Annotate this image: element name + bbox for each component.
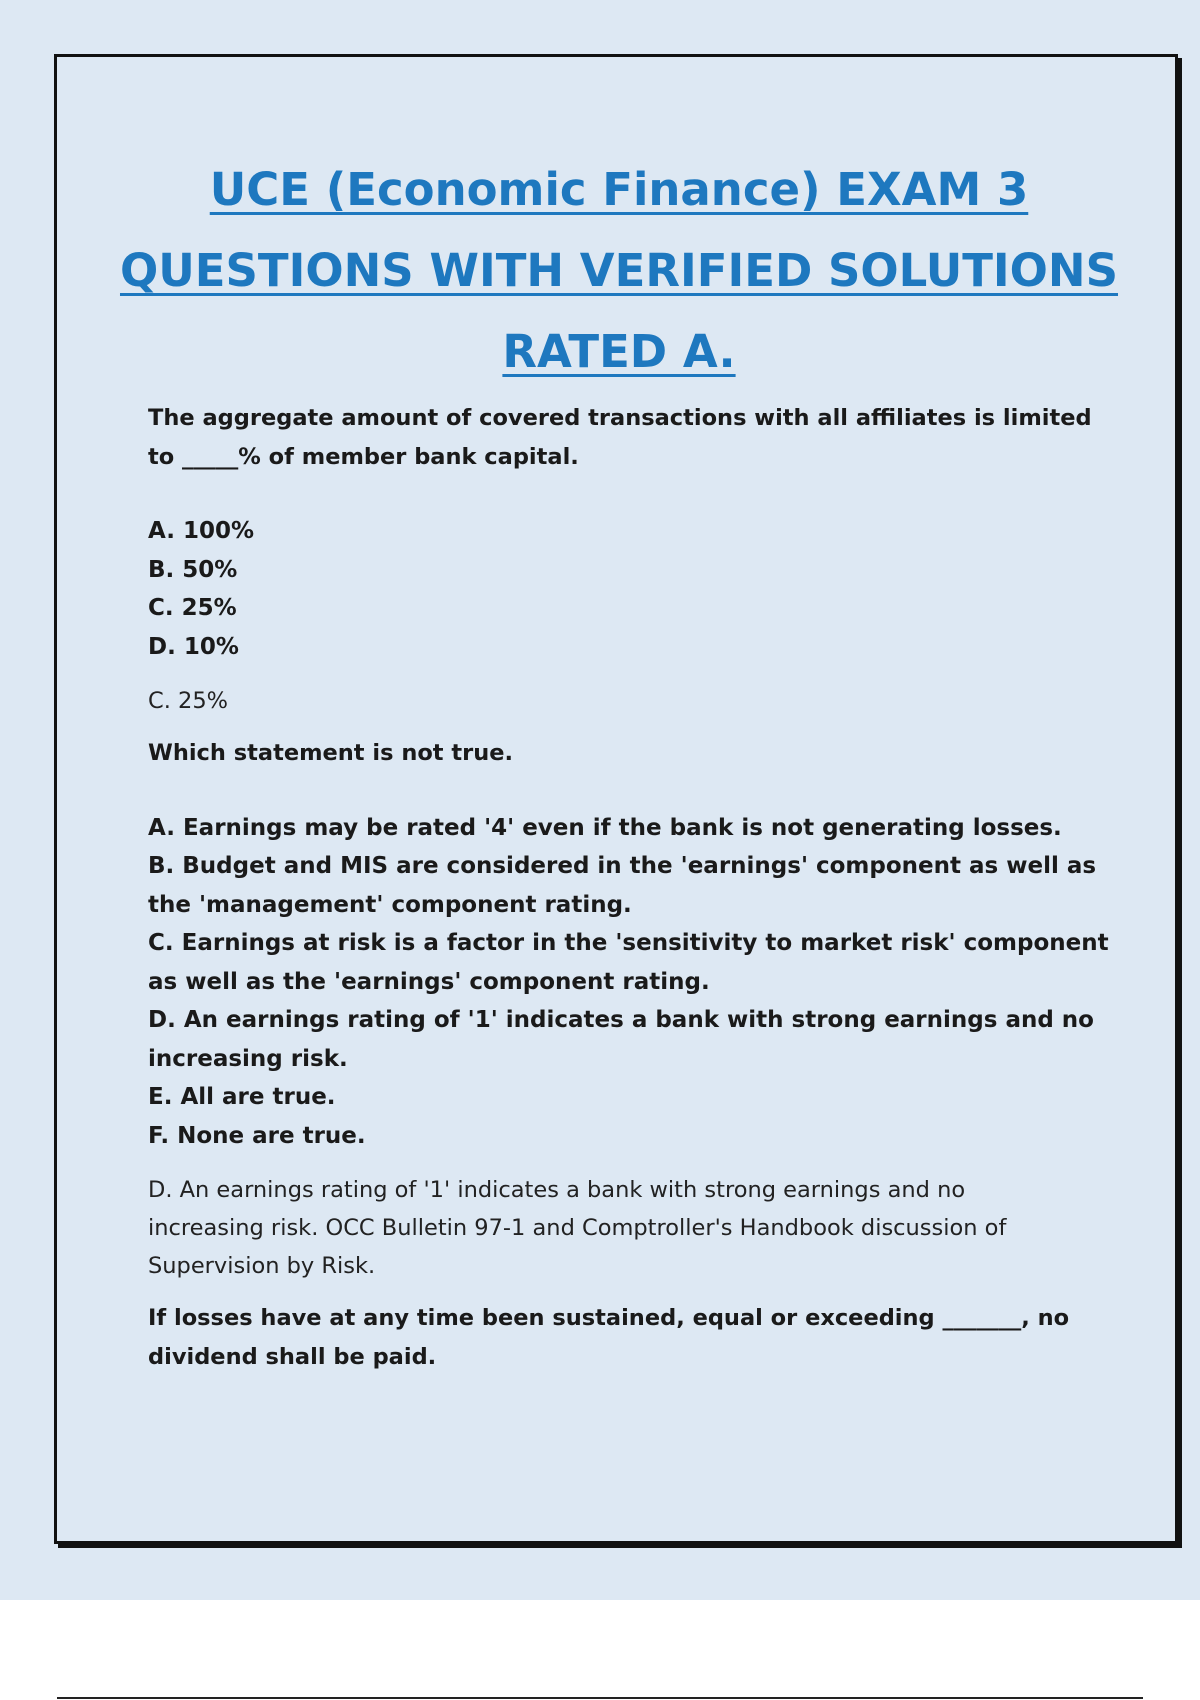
question-text: Which statement is not true. — [148, 740, 514, 766]
option-item: D. 10% — [148, 633, 239, 660]
option-item: A. Earnings may be rated '4' even if the bank is not generating losses. — [148, 814, 1062, 841]
answer-text: Supervision by Risk. — [148, 1253, 376, 1279]
question-2 — [148, 734, 1138, 1285]
question-3 — [148, 1299, 1138, 1376]
option-item: B. Budget and MIS are considered in the 'earnings' component as well as — [148, 853, 1097, 879]
question-text: to _____% of member bank capital. — [148, 443, 579, 470]
document-frame — [54, 54, 1178, 1544]
answer-text: D. An earnings rating of '1' indicates a bank with strong earnings and no — [148, 1177, 966, 1203]
option-item: B. 50% — [148, 556, 238, 583]
option-item: the 'management' component rating. — [148, 891, 632, 918]
option-item: A. 100% — [148, 518, 255, 544]
option-item: as well as the 'earnings' component rating. — [148, 968, 710, 995]
option-item: D. An earnings rating of '1' indicates a bank with strong earnings and no — [148, 1007, 1094, 1033]
title-line-3: RATED A. — [502, 325, 736, 378]
option-item: F. None are true. — [148, 1122, 366, 1149]
document-body — [148, 399, 1138, 1376]
question-text: dividend shall be paid. — [148, 1343, 437, 1370]
option-item: C. Earnings at risk is a factor in the 'sensitivity to market risk' component — [148, 930, 1109, 956]
option-item: increasing risk. — [148, 1045, 348, 1072]
question-text: If losses have at any time been sustained, equal or exceeding _______, no — [148, 1305, 1070, 1331]
document-title — [57, 149, 1181, 392]
option-item: C. 25% — [148, 595, 237, 621]
question-text: The aggregate amount of covered transactions with all affiliates is limited — [148, 405, 1092, 431]
answer-text: increasing risk. OCC Bulletin 97-1 and Comptroller's Handbook discussion of — [148, 1215, 1007, 1241]
options-list — [148, 809, 1138, 1156]
question-1 — [148, 399, 1138, 720]
option-item: E. All are true. — [148, 1084, 336, 1110]
footer-divider — [57, 1697, 1143, 1699]
title-line-1: UCE (Economic Finance) EXAM 3 — [209, 163, 1029, 216]
title-line-2: QUESTIONS WITH VERIFIED SOLUTIONS — [119, 244, 1119, 297]
answer-text: C. 25% — [148, 688, 229, 714]
options-list — [148, 512, 1138, 666]
